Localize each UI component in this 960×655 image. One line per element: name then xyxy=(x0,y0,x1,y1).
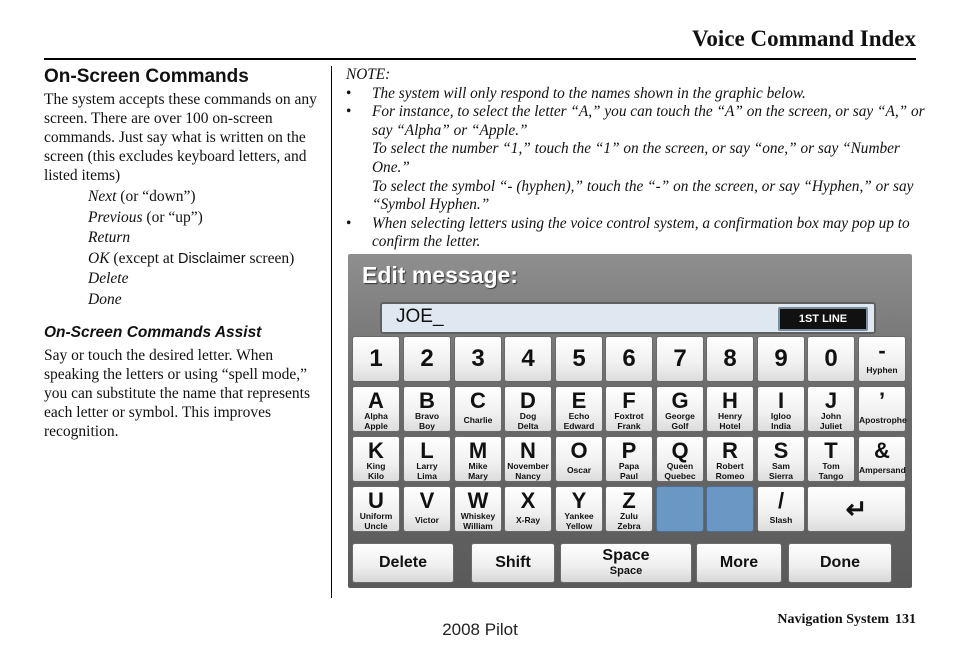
key-character: I xyxy=(777,388,785,413)
key-alias: Echo xyxy=(568,411,590,421)
key-character: V xyxy=(419,488,435,513)
key-10-2[interactable] xyxy=(858,436,906,482)
intro-paragraph: The system accepts these commands on any screen. There are over 100 on-screen commands. Just say what is written on the screen (this excludes keyboard letters, and listed items) xyxy=(44,91,317,184)
note-bullet: • For instance, to select the letter “A,” you can touch the “A” on the screen, or say “A,” or say “Alpha” or “Apple.” To select the number “1,” touch the “1” on the screen, or say “one,” or say “Number One.” To select the symbol “- (hyphen),” touch the “-” on the screen, or say “Hyphen,” or say “Symbol Hyphen.” xyxy=(346,103,926,215)
key-10-1[interactable] xyxy=(858,386,906,432)
key-alias: Zebra xyxy=(617,520,641,531)
key-character: & xyxy=(874,438,890,463)
key-alias: Hyphen xyxy=(866,365,898,375)
message-entry-field[interactable] xyxy=(380,302,876,334)
key-alias: Tango xyxy=(818,470,844,481)
key-num-6-0[interactable] xyxy=(656,336,704,382)
key-character: D xyxy=(520,388,536,413)
button-label: More xyxy=(719,554,759,571)
key-character: Z xyxy=(622,488,636,513)
key-alias: Papa xyxy=(618,461,640,471)
list-item: Previous (or “up”) xyxy=(88,208,203,226)
key-alias: Juliet xyxy=(819,420,843,431)
key-4-1[interactable] xyxy=(555,386,603,432)
key-alias: Alpha xyxy=(364,411,388,421)
header-rule xyxy=(44,58,916,60)
key-alias: Foxtrot xyxy=(614,411,644,421)
button-label: Delete xyxy=(378,554,428,571)
key-character: A xyxy=(368,388,384,413)
key-alias: Whiskey xyxy=(460,511,496,521)
key-character: ’ xyxy=(878,388,886,413)
page-number: 131 xyxy=(895,612,916,627)
key-character: F xyxy=(622,388,636,413)
key-alias: Mary xyxy=(468,470,488,481)
key-character: R xyxy=(722,438,738,463)
key-num-2-0[interactable] xyxy=(454,336,502,382)
key-3-2[interactable] xyxy=(504,436,552,482)
key-num-4-0[interactable] xyxy=(555,336,603,382)
key-alias: Kilo xyxy=(367,470,385,481)
note-list xyxy=(346,85,926,252)
list-item: Next (or “down”) xyxy=(88,188,196,205)
key-character: 2 xyxy=(420,345,434,372)
key-num-1-0[interactable] xyxy=(403,336,451,382)
key-num-9-0[interactable] xyxy=(807,336,855,382)
key-character: B xyxy=(419,388,435,413)
left-column xyxy=(44,66,324,441)
key-5-2[interactable] xyxy=(605,436,653,482)
key-character: Y xyxy=(571,488,587,513)
key-alias: Igloo xyxy=(770,411,792,421)
key-alias: William xyxy=(463,520,493,531)
key-alias: Queen xyxy=(666,461,694,471)
key-alias: Mike xyxy=(468,461,488,471)
enter-icon: ↵ xyxy=(845,494,868,524)
key-alias: Edward xyxy=(563,420,595,431)
footer-section: Navigation System xyxy=(777,612,889,627)
key-character: G xyxy=(671,388,689,413)
entry-value: JOE_ xyxy=(396,306,444,327)
key-2-3[interactable] xyxy=(454,486,502,532)
key-alias: Oscar xyxy=(566,465,592,475)
key-character: 5 xyxy=(572,345,586,372)
key-character: 3 xyxy=(471,345,485,372)
key-alias: Yankee xyxy=(564,511,594,521)
key-alias: Uncle xyxy=(364,520,388,531)
note-subline: To select the number “1,” touch the “1” on the screen, or say “one,” or say “Number One.” xyxy=(372,140,900,176)
key-alias: King xyxy=(366,461,386,471)
key-4-3[interactable] xyxy=(555,486,603,532)
section-heading: On-Screen Commands xyxy=(44,66,249,87)
key-num-8-0[interactable] xyxy=(757,336,805,382)
key-9-2[interactable] xyxy=(807,436,855,482)
key-alias: Zulu xyxy=(620,511,638,521)
key-alias: Boy xyxy=(418,420,436,431)
key-1-2[interactable] xyxy=(403,436,451,482)
list-item: Done xyxy=(88,290,122,308)
key-alias: Romeo xyxy=(715,470,745,481)
key-character: X xyxy=(520,488,536,513)
key-character: M xyxy=(468,438,488,463)
key-2-1[interactable] xyxy=(454,386,502,432)
key-character: Q xyxy=(671,438,689,463)
key-character: J xyxy=(824,388,838,413)
key-character: N xyxy=(520,438,536,463)
column-divider xyxy=(331,66,332,598)
shift-button[interactable] xyxy=(471,543,555,583)
key-character: U xyxy=(368,488,384,513)
key-character: - xyxy=(878,338,886,363)
key-character: O xyxy=(570,438,588,463)
list-item: Delete xyxy=(88,270,129,287)
key-7-2[interactable] xyxy=(706,436,754,482)
key-num-0-0[interactable] xyxy=(352,336,400,382)
key-6-2[interactable] xyxy=(656,436,704,482)
key-character: / xyxy=(777,488,785,513)
key-character: S xyxy=(773,438,789,463)
key-character: 0 xyxy=(824,345,838,372)
key-alias: Dog xyxy=(519,411,537,421)
key-character: K xyxy=(368,438,384,463)
key-5-1[interactable] xyxy=(605,386,653,432)
enter-key[interactable] xyxy=(807,486,906,532)
key-alias: Larry xyxy=(416,461,438,471)
button-label: Done xyxy=(820,554,860,571)
key-alias: Sam xyxy=(772,461,790,471)
key-alias: Nancy xyxy=(515,470,541,481)
key-alias: Paul xyxy=(620,470,638,481)
key-alias: Victor xyxy=(415,515,439,525)
key-4-2[interactable] xyxy=(555,436,603,482)
key-alias: Frank xyxy=(617,420,641,431)
button-label: Space xyxy=(602,547,650,564)
more-button[interactable] xyxy=(696,543,782,583)
key-num-7-0[interactable] xyxy=(706,336,754,382)
key-3-3[interactable] xyxy=(504,486,552,532)
key-alias: John xyxy=(820,411,842,421)
key-7-1[interactable] xyxy=(706,386,754,432)
key-10-0[interactable] xyxy=(858,336,906,382)
note-bullet: • When selecting letters using the voice control system, a confirmation box may pop up to confirm the letter. xyxy=(346,215,926,252)
key-alias: Bravo xyxy=(414,411,440,421)
subsection-heading: On-Screen Commands Assist xyxy=(44,324,262,341)
first-line-button[interactable]: 1ST LINE xyxy=(778,307,868,331)
key-character: C xyxy=(470,388,486,413)
key-character: L xyxy=(420,438,434,463)
note-block xyxy=(346,66,926,252)
key-alias: Hotel xyxy=(719,420,741,431)
note-subline: To select the symbol “- (hyphen),” touch the “-” on the screen, or say “Hyphen,” or say “Symbol Hyphen.” xyxy=(372,177,914,214)
edit-message-screen xyxy=(348,254,912,588)
key-alias: Slash xyxy=(769,515,793,525)
page-header-title: Voice Command Index xyxy=(691,26,916,51)
space-button[interactable] xyxy=(560,543,692,583)
key-1-1[interactable] xyxy=(403,386,451,432)
assist-paragraph: Say or touch the desired letter. When speaking the letters or using “spell mode,” you can substitute the name that represents each letter or symbol. This improves recognition. xyxy=(44,347,311,440)
key-alias: Ampersand xyxy=(859,465,906,475)
key-alias: Sierra xyxy=(768,470,794,481)
screen-title: Edit message: xyxy=(362,262,518,288)
button-label: Shift xyxy=(495,554,531,571)
blank-key[interactable] xyxy=(706,486,754,532)
key-alias: Robert xyxy=(716,461,744,471)
key-9-1[interactable] xyxy=(807,386,855,432)
done-button[interactable] xyxy=(788,543,892,583)
key-num-3-0[interactable] xyxy=(504,336,552,382)
key-character: 6 xyxy=(622,345,636,372)
note-label: NOTE: xyxy=(346,66,391,83)
key-character: 9 xyxy=(774,345,788,372)
key-5-3[interactable] xyxy=(605,486,653,532)
command-list xyxy=(88,187,324,310)
key-alias: Lima xyxy=(417,470,437,481)
button-sublabel: Space xyxy=(609,565,643,577)
key-6-1[interactable] xyxy=(656,386,704,432)
key-character: W xyxy=(467,488,489,513)
key-0-2[interactable] xyxy=(352,436,400,482)
key-alias: Apostrophe xyxy=(859,415,907,425)
key-character: 4 xyxy=(521,345,535,372)
key-0-1[interactable] xyxy=(352,386,400,432)
key-2-2[interactable] xyxy=(454,436,502,482)
key-character: 8 xyxy=(723,345,737,372)
key-alias: George xyxy=(665,411,695,421)
key-character: E xyxy=(571,388,587,413)
key-alias: Henry xyxy=(717,411,743,421)
key-character: H xyxy=(722,388,738,413)
key-character: 7 xyxy=(673,345,687,372)
key-alias: Yellow xyxy=(565,520,593,531)
key-alias: Quebec xyxy=(664,470,696,481)
key-alias: November xyxy=(507,461,549,471)
key-1-3[interactable] xyxy=(403,486,451,532)
key-num-5-0[interactable] xyxy=(605,336,653,382)
watermark: 2008 Pilot xyxy=(442,620,518,639)
key-alias: Apple xyxy=(364,420,388,431)
key-alias: Uniform xyxy=(359,511,393,521)
key-alias: Delta xyxy=(517,420,539,431)
key-alias: Golf xyxy=(671,420,689,431)
key-0-3[interactable] xyxy=(352,486,400,532)
key-alias: Charlie xyxy=(463,415,493,425)
key-3-1[interactable] xyxy=(504,386,552,432)
key-8-3[interactable] xyxy=(757,486,805,532)
blank-key[interactable] xyxy=(656,486,704,532)
key-character: P xyxy=(621,438,637,463)
note-bullet: • The system will only respond to the names shown in the graphic below. xyxy=(346,85,926,104)
key-alias: India xyxy=(771,420,791,431)
key-character: T xyxy=(824,438,838,463)
key-8-2[interactable] xyxy=(757,436,805,482)
key-character: 1 xyxy=(369,345,383,372)
list-item: Return xyxy=(88,229,131,246)
key-8-1[interactable] xyxy=(757,386,805,432)
key-alias: X-Ray xyxy=(515,515,541,525)
delete-button[interactable] xyxy=(352,543,454,583)
key-alias: Tom xyxy=(822,461,840,471)
list-item: OK (except at Disclaimer screen) xyxy=(88,249,295,267)
